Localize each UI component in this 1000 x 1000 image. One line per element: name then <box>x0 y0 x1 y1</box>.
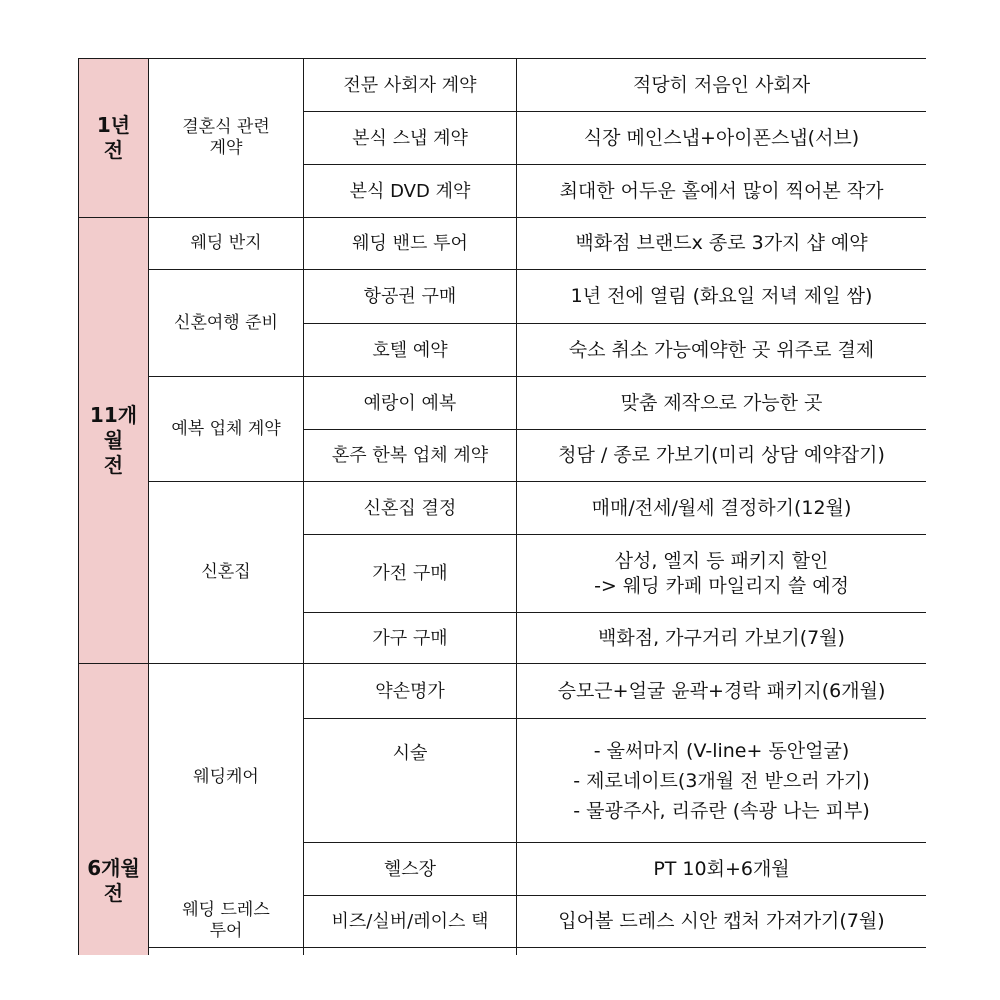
period-cell[interactable] <box>79 218 149 664</box>
task-cell[interactable]: 호텔 예약 <box>304 324 517 377</box>
note-cell[interactable]: 백화점, 가구거리 가보기(7월) <box>517 613 927 664</box>
task-cell[interactable]: 예랑이 예복 <box>304 377 517 430</box>
task-cell[interactable]: 가구 구매 <box>304 613 517 664</box>
spreadsheet-view <box>78 58 926 955</box>
category-line: 투어 <box>209 920 243 941</box>
category-line: 결혼식 관련 <box>182 117 270 137</box>
period-cell[interactable]: 1년 전 <box>79 59 149 218</box>
note-line: -> 웨딩 카페 마일리지 쓸 예정 <box>594 574 849 597</box>
note-cell[interactable]: 승모근+얼굴 윤곽+경락 패키지(6개월) <box>517 664 927 719</box>
period-line: 6개월 <box>87 856 140 880</box>
task-cell[interactable]: 본식 DVD 계약 <box>304 165 517 218</box>
table-row <box>79 218 927 270</box>
table-row <box>79 664 927 719</box>
note-line: - 제로네이트(3개월 전 받으러 가기) <box>573 769 870 792</box>
period-line: 11개월 <box>89 403 138 452</box>
note-cell[interactable]: 백화점 브랜드x 종로 3가지 샵 예약 <box>517 218 927 270</box>
task-cell[interactable]: 헬스장 <box>304 843 517 896</box>
category-cell[interactable]: 웨딩케어 <box>149 664 304 896</box>
category-line: 웨딩 드레스 <box>182 899 270 920</box>
note-cell[interactable]: 1년 전에 열림 (화요일 저녁 제일 쌈) <box>517 270 927 324</box>
table-row <box>79 270 927 324</box>
note-line: - 울써마지 (V-line+ 동안얼굴) <box>593 739 850 762</box>
note-cell[interactable]: 숙소 취소 가능예약한 곳 위주로 결제 <box>517 324 927 377</box>
note-cell[interactable]: 맞춤 제작으로 가능한 곳 <box>517 377 927 430</box>
category-line: 계약 <box>209 138 243 158</box>
task-cell[interactable]: 본식 스냅 계약 <box>304 112 517 165</box>
task-cell[interactable]: 가전 구매 <box>304 535 517 613</box>
table-row <box>79 377 927 430</box>
note-cell[interactable]: 식장 메인스냅+아이폰스냅(서브) <box>517 112 927 165</box>
category-cell[interactable] <box>149 896 304 948</box>
note-line: 삼성, 엘지 등 패키지 할인 <box>614 549 829 572</box>
category-cell <box>149 948 304 956</box>
note-line: - 물광주사, 리쥬란 (속광 나는 피부) <box>573 799 870 822</box>
category-cell[interactable]: 신혼여행 준비 <box>149 270 304 377</box>
task-cell[interactable]: 웨딩 밴드 투어 <box>304 218 517 270</box>
period-cell[interactable] <box>79 664 149 956</box>
table-row <box>79 948 927 956</box>
task-cell[interactable]: 항공권 구매 <box>304 270 517 324</box>
note-cell[interactable]: 최대한 어두운 홀에서 많이 찍어본 작가 <box>517 165 927 218</box>
category-cell[interactable]: 웨딩 반지 <box>149 218 304 270</box>
category-cell[interactable]: 예복 업체 계약 <box>149 377 304 482</box>
task-cell[interactable]: 혼주 한복 업체 계약 <box>304 430 517 482</box>
category-cell[interactable]: 신혼집 <box>149 482 304 664</box>
note-cell[interactable]: 적당히 저음인 사회자 <box>517 59 927 112</box>
note-cell[interactable]: 매매/전세/월세 결정하기(12월) <box>517 482 927 535</box>
table-row <box>79 59 927 112</box>
note-cell[interactable]: 청담 / 종로 가보기(미리 상담 예약잡기) <box>517 430 927 482</box>
note-cell[interactable]: PT 10회+6개월 <box>517 843 927 896</box>
note-cell[interactable] <box>517 535 927 613</box>
table-row <box>79 896 927 948</box>
category-cell[interactable] <box>149 59 304 218</box>
task-cell[interactable]: 전문 사회자 계약 <box>304 59 517 112</box>
task-cell[interactable]: 시술 <box>304 719 517 843</box>
note-cell[interactable]: 입어볼 드레스 시안 캡처 가져가기(7월) <box>517 896 927 948</box>
task-cell <box>304 948 517 956</box>
task-cell[interactable]: 신혼집 결정 <box>304 482 517 535</box>
task-cell[interactable]: 약손명가 <box>304 664 517 719</box>
task-cell[interactable]: 비즈/실버/레이스 택 <box>304 896 517 948</box>
note-cell[interactable] <box>517 719 927 843</box>
period-line: 전 <box>103 881 124 905</box>
table-row <box>79 482 927 535</box>
wedding-plan-table <box>78 58 926 955</box>
period-line: 전 <box>103 453 124 477</box>
note-cell <box>517 948 927 956</box>
